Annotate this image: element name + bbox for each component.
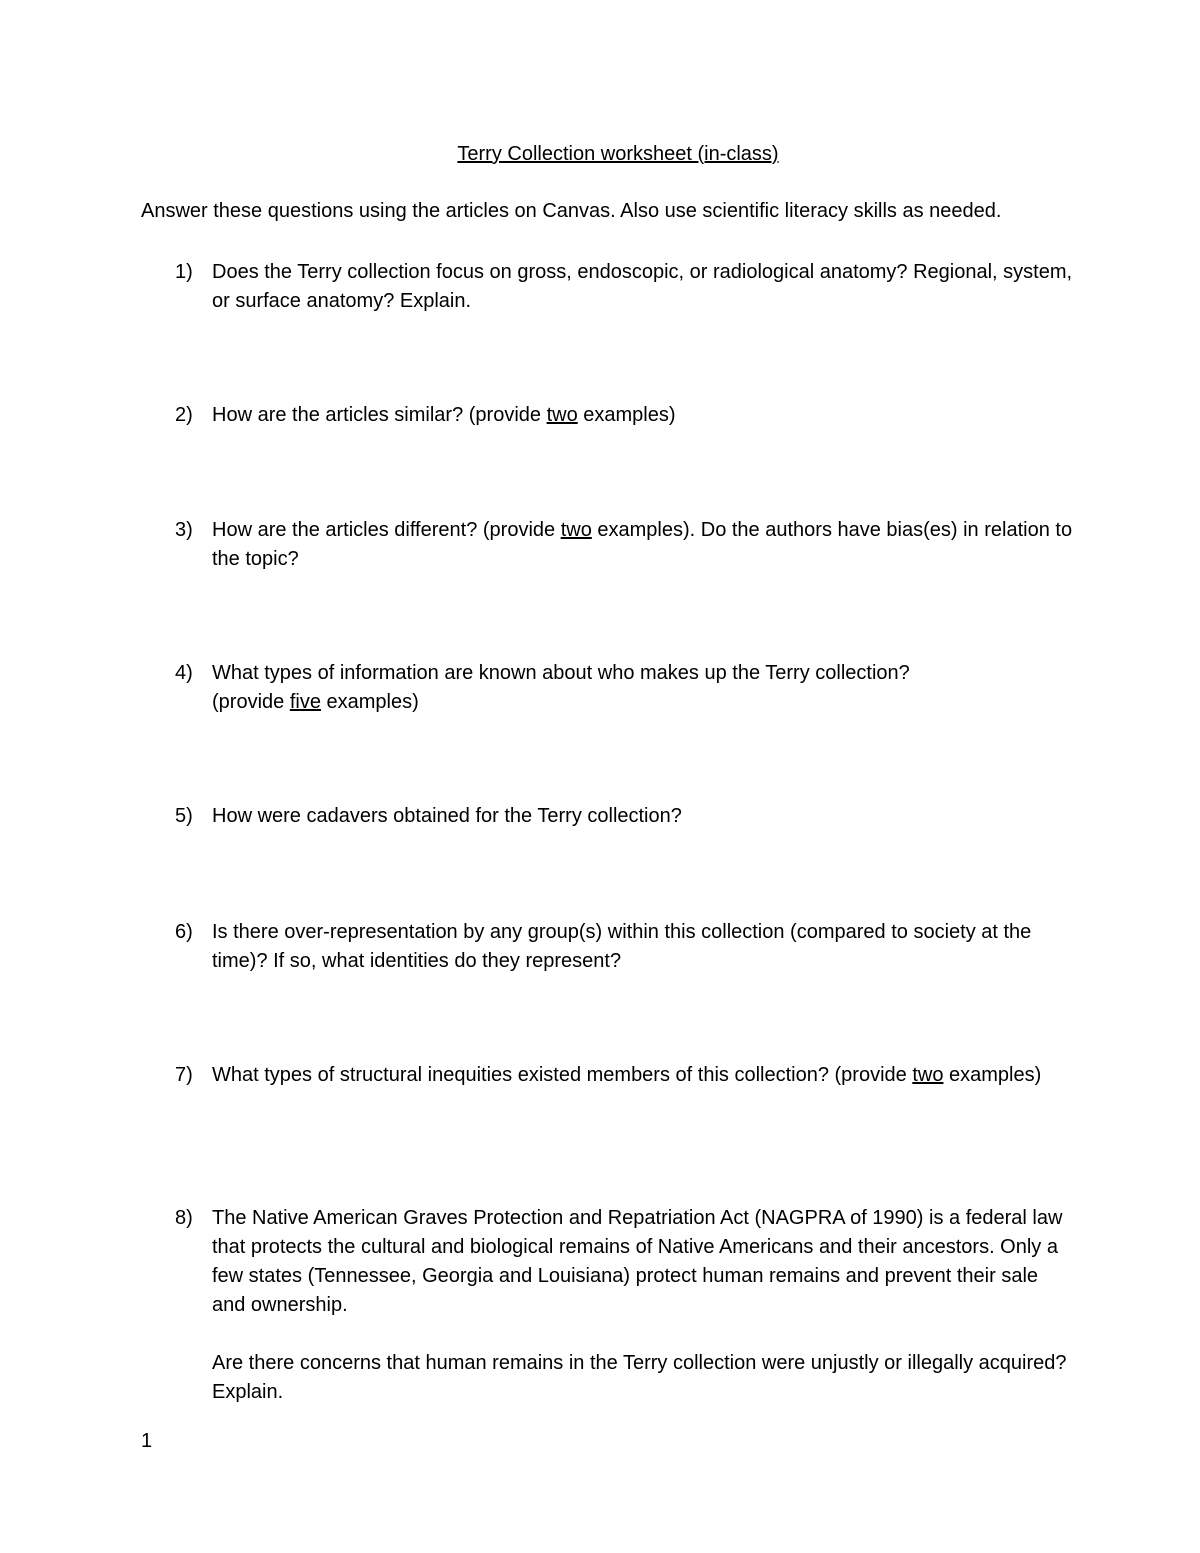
- question-number: 7): [175, 1064, 193, 1086]
- emphasis: two: [912, 1064, 944, 1086]
- emphasis: two: [546, 404, 578, 426]
- question-text: Does the Terry collection focus on gross, endoscopic, or radiological anatomy? Regional, system, or surface anatomy? Explain.: [212, 261, 1073, 312]
- question-text: What types of structural inequities existed members of this collection? (provide two examples): [212, 1064, 1042, 1086]
- question-number: 1): [175, 261, 193, 283]
- question-text: The Native American Graves Protection and Repatriation Act (NAGPRA of 1990) is a federal law that protects the cultural and biological remains of Native Americans and their ancestors. Only a few states (Tennessee, Georgia and Louisiana) protect human remains and prevent their sale and ownership.: [212, 1207, 1063, 1316]
- question-6: [175, 918, 1075, 976]
- question-text: What types of information are known about who makes up the Terry collection? (provide five examples): [212, 662, 910, 713]
- page-title: Terry Collection worksheet (in-class): [457, 143, 779, 165]
- question-7: [175, 1061, 1075, 1090]
- question-number: 3): [175, 519, 193, 541]
- page-number: 1: [141, 1430, 153, 1452]
- question-4: [175, 659, 1075, 717]
- question-number: 2): [175, 404, 193, 426]
- question-2: [175, 401, 1075, 430]
- question-1: [175, 258, 1075, 316]
- question-text: How are the articles different? (provide two examples). Do the authors have bias(es) in relation to the topic?: [212, 519, 1073, 570]
- question-3: [175, 516, 1075, 574]
- emphasis: two: [560, 519, 592, 541]
- question-number: 8): [175, 1207, 193, 1229]
- question-text: How were cadavers obtained for the Terry collection?: [212, 805, 682, 827]
- question-text: Is there over-representation by any group(s) within this collection (compared to society at the time)? If so, what identities do they represent?: [212, 921, 1032, 972]
- question-number: 4): [175, 662, 193, 684]
- question-8: [175, 1204, 1075, 1407]
- emphasis: five: [289, 691, 321, 713]
- instructions: Answer these questions using the articles on Canvas. Also use scientific literacy skills as needed.: [141, 200, 1002, 222]
- question-followup: Are there concerns that human remains in the Terry collection were unjustly or illegally acquired? Explain.: [212, 1352, 1067, 1403]
- question-5: [175, 802, 1075, 831]
- question-number: 6): [175, 921, 193, 943]
- question-number: 5): [175, 805, 193, 827]
- question-text: How are the articles similar? (provide two examples): [212, 404, 676, 426]
